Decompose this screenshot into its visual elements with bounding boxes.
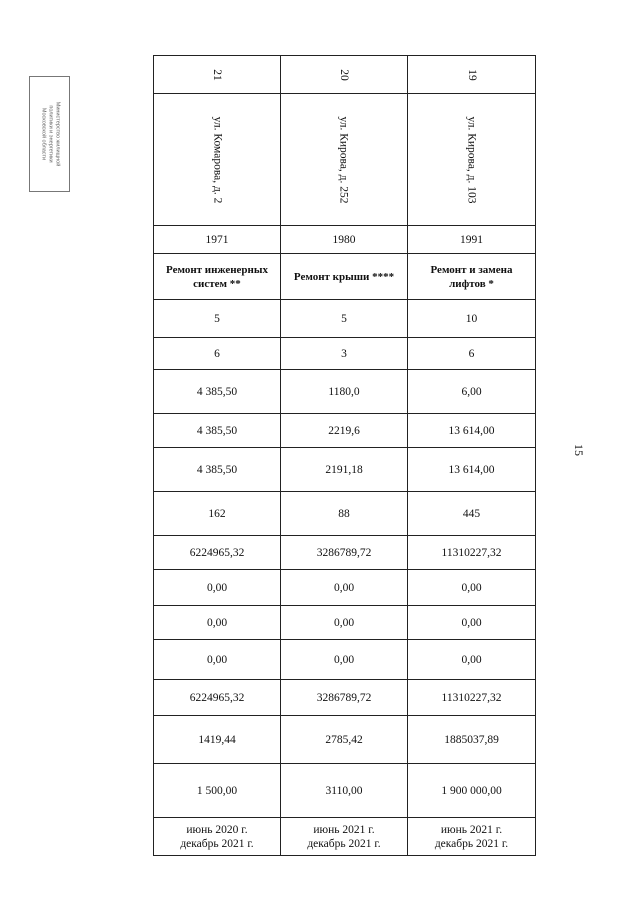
row-address: [154, 94, 536, 226]
period-end: декабрь 2021 г.: [307, 837, 381, 850]
cell-value-b: 6: [154, 338, 281, 370]
cell-work-type: Ремонт и замена лифтов *: [408, 254, 536, 300]
cell-total-cost: 3286789,72: [281, 536, 408, 570]
row-residents: [154, 492, 536, 536]
cell-area-3: 4 385,50: [154, 448, 281, 492]
period-start: июнь 2020 г.: [186, 823, 248, 836]
cell-period: [408, 818, 536, 856]
address-text: ул. Комарова, д. 2: [211, 116, 223, 203]
row-total-cost: [154, 536, 536, 570]
stamp-line: Московской области: [40, 107, 46, 161]
cell-cost-1: 0,00: [154, 570, 281, 606]
cell-cost-2: 0,00: [154, 606, 281, 640]
cell-cost-4: 6224965,32: [154, 680, 281, 716]
stamp-text: [39, 78, 60, 190]
stamp-line: Министерство жилищной: [54, 101, 60, 167]
cell-total-cost: 11310227,32: [408, 536, 536, 570]
cell-address-col-21: [154, 94, 281, 226]
cell-value-a: 10: [408, 300, 536, 338]
cell-cost-1: 0,00: [281, 570, 408, 606]
stamp-line: политики и энергетики: [47, 105, 53, 163]
cell-cost-4: 11310227,32: [408, 680, 536, 716]
row-cost-3: [154, 640, 536, 680]
number-text: 19: [465, 68, 478, 81]
cell-cost-2: 0,00: [281, 606, 408, 640]
row-work-type: [154, 254, 536, 300]
cell-cost-3: 0,00: [281, 640, 408, 680]
period-start: июнь 2021 г.: [313, 823, 375, 836]
row-number: [154, 56, 536, 94]
cell-cost-3: 0,00: [408, 640, 536, 680]
cell-year: 1991: [408, 226, 536, 254]
row-cost-1: [154, 570, 536, 606]
address-text: ул. Кирова, д. 252: [337, 115, 350, 204]
cell-value-a: 5: [281, 300, 408, 338]
cell-area-1: 1180,0: [281, 370, 408, 414]
repair-program-table: [153, 55, 536, 856]
row-area-3: [154, 448, 536, 492]
cell-unit-cost: 1419,44: [154, 716, 281, 764]
row-max-cost: [154, 764, 536, 818]
cell-work-type: Ремонт инженерных систем **: [154, 254, 281, 300]
number-text: 20: [338, 68, 350, 81]
row-cost-2: [154, 606, 536, 640]
cell-number-col-21: [154, 56, 281, 94]
address-text: ул. Кирова, д. 103: [465, 115, 478, 204]
registration-stamp: [29, 76, 70, 192]
cell-value-b: 3: [281, 338, 408, 370]
cell-period: [154, 818, 281, 856]
cell-value-a: 5: [154, 300, 281, 338]
cell-area-1: 6,00: [408, 370, 536, 414]
page-number: 15: [572, 444, 587, 456]
cell-area-2: 13 614,00: [408, 414, 536, 448]
row-area-1: [154, 370, 536, 414]
cell-address-col-19: [408, 94, 536, 226]
cell-max-cost: 1 900 000,00: [408, 764, 536, 818]
cell-year: 1980: [281, 226, 408, 254]
cell-unit-cost: 2785,42: [281, 716, 408, 764]
period-end: декабрь 2021 г.: [434, 837, 509, 850]
cell-area-1: 4 385,50: [154, 370, 281, 414]
cell-period: [281, 818, 408, 856]
cell-residents: 88: [281, 492, 408, 536]
cell-cost-4: 3286789,72: [281, 680, 408, 716]
cell-total-cost: 6224965,32: [154, 536, 281, 570]
cell-residents: 162: [154, 492, 281, 536]
row-cost-4: [154, 680, 536, 716]
cell-number-col-19: [408, 56, 536, 94]
period-end: декабрь 2021 г.: [180, 837, 254, 850]
row-unit-cost: [154, 716, 536, 764]
cell-area-3: 2191,18: [281, 448, 408, 492]
cell-work-type: Ремонт крыши ****: [281, 254, 408, 300]
row-year: [154, 226, 536, 254]
cell-area-2: 4 385,50: [154, 414, 281, 448]
cell-unit-cost: 1885037,89: [408, 716, 536, 764]
cell-number-col-20: [281, 56, 408, 94]
cell-residents: 445: [408, 492, 536, 536]
cell-cost-3: 0,00: [154, 640, 281, 680]
cell-address-col-20: [281, 94, 408, 226]
cell-max-cost: 1 500,00: [154, 764, 281, 818]
cell-area-2: 2219,6: [281, 414, 408, 448]
cell-value-b: 6: [408, 338, 536, 370]
cell-area-3: 13 614,00: [408, 448, 536, 492]
row-area-2: [154, 414, 536, 448]
period-start: июнь 2021 г.: [440, 823, 503, 836]
row-period: [154, 818, 536, 856]
cell-cost-2: 0,00: [408, 606, 536, 640]
row-value-a: [154, 300, 536, 338]
number-text: 21: [211, 68, 223, 81]
cell-year: 1971: [154, 226, 281, 254]
row-value-b: [154, 338, 536, 370]
cell-cost-1: 0,00: [408, 570, 536, 606]
cell-max-cost: 3110,00: [281, 764, 408, 818]
